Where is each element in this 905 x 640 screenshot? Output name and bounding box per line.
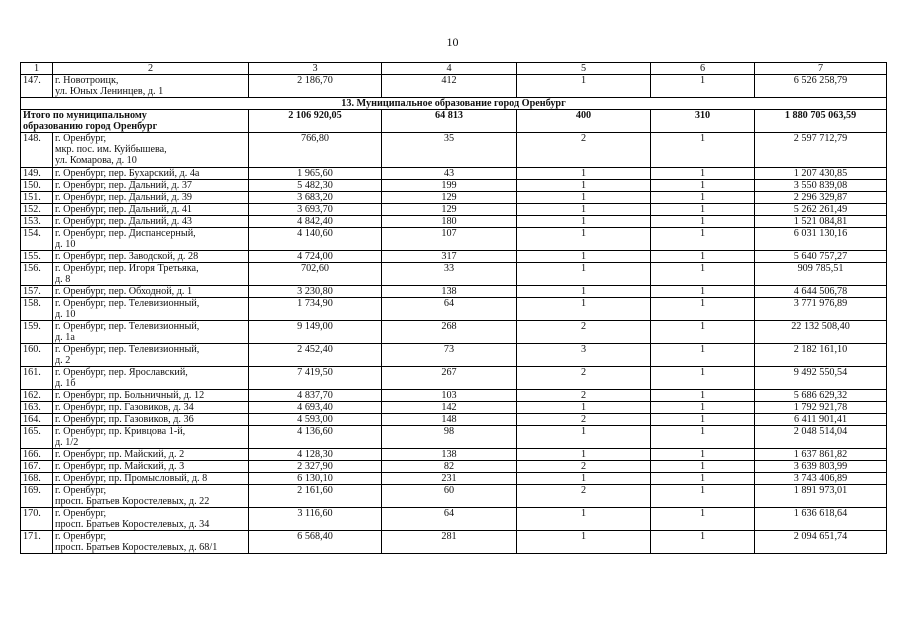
- area: 7 419,50: [249, 367, 382, 390]
- cost: 1 792 921,78: [755, 402, 887, 414]
- table-row: [21, 426, 887, 449]
- col-6: 1: [651, 414, 755, 426]
- row-number: 157.: [21, 286, 53, 298]
- address-line: г. Оренбург, пер. Телевизионный,: [55, 298, 200, 309]
- cost: 5 686 629,32: [755, 390, 887, 402]
- table-row: [21, 192, 887, 204]
- table-row: [21, 204, 887, 216]
- address: [53, 228, 249, 251]
- section-title-row: [21, 98, 887, 110]
- col-5: 1: [517, 228, 651, 251]
- col-6: 1: [651, 508, 755, 531]
- address-line: г. Оренбург, пр. Кривцова 1-й,: [55, 426, 186, 437]
- address-line: д. 1/2: [55, 437, 79, 448]
- col-6: 1: [651, 485, 755, 508]
- total-label: [21, 110, 249, 133]
- col-5: 1: [517, 263, 651, 286]
- cost: 3 639 803,99: [755, 461, 887, 473]
- col-4: 199: [382, 180, 517, 192]
- col-4: 268: [382, 321, 517, 344]
- row-number: 159.: [21, 321, 53, 344]
- col-6: 1: [651, 321, 755, 344]
- col-5: 1: [517, 168, 651, 180]
- col-5: 2: [517, 133, 651, 168]
- row-number: 147.: [21, 75, 53, 98]
- row-number: 164.: [21, 414, 53, 426]
- col-5: 3: [517, 344, 651, 367]
- area: 702,60: [249, 263, 382, 286]
- col-6: 1: [651, 228, 755, 251]
- area: 4 724,00: [249, 251, 382, 263]
- col-4: 43: [382, 168, 517, 180]
- col-4: 64: [382, 298, 517, 321]
- col-5: 2: [517, 485, 651, 508]
- col-6: 1: [651, 286, 755, 298]
- table-row: [21, 461, 887, 473]
- address: [53, 192, 249, 204]
- col-5: 1: [517, 531, 651, 554]
- address-line: г. Оренбург, пер. Дальний, д. 41: [55, 204, 193, 215]
- area: 4 140,60: [249, 228, 382, 251]
- table-row: [21, 367, 887, 390]
- col-6: 1: [651, 168, 755, 180]
- address-line: г. Оренбург, пр. Газовиков, д. 34: [55, 402, 194, 413]
- column-header-row: [21, 63, 887, 75]
- cost: 6 411 901,41: [755, 414, 887, 426]
- col-4: 148: [382, 414, 517, 426]
- address-line: г. Оренбург, пер. Дальний, д. 39: [55, 192, 193, 203]
- col-5: 1: [517, 286, 651, 298]
- col-4: 98: [382, 426, 517, 449]
- row-number: 152.: [21, 204, 53, 216]
- total-area: 2 106 920,05: [249, 110, 382, 133]
- table-row: [21, 180, 887, 192]
- table-row: [21, 508, 887, 531]
- address-line: просп. Братьев Коростелевых, д. 68/1: [55, 542, 218, 553]
- col-5: 1: [517, 449, 651, 461]
- address: [53, 216, 249, 228]
- row-number: 165.: [21, 426, 53, 449]
- col-4: 412: [382, 75, 517, 98]
- address: [53, 473, 249, 485]
- area: 3 693,70: [249, 204, 382, 216]
- address: [53, 461, 249, 473]
- col-6: 1: [651, 251, 755, 263]
- row-number: 168.: [21, 473, 53, 485]
- address-line: г. Оренбург, пр. Промысловый, д. 8: [55, 473, 208, 484]
- column-header: 7: [755, 63, 887, 75]
- col-6: 1: [651, 192, 755, 204]
- col-5: 1: [517, 180, 651, 192]
- cost: 1 636 618,64: [755, 508, 887, 531]
- address-line: мкр. пос. им. Куйбышева,: [55, 144, 167, 155]
- table-row: [21, 263, 887, 286]
- row-number: 160.: [21, 344, 53, 367]
- row-number: 163.: [21, 402, 53, 414]
- table-row: [21, 133, 887, 168]
- address-line: г. Оренбург, пер. Телевизионный,: [55, 344, 200, 355]
- cost: 5 640 757,27: [755, 251, 887, 263]
- table-row: [21, 531, 887, 554]
- total-cost: 1 880 705 063,59: [755, 110, 887, 133]
- cost: 1 207 430,85: [755, 168, 887, 180]
- register-table: [20, 62, 887, 554]
- col-5: 2: [517, 367, 651, 390]
- area: 2 327,90: [249, 461, 382, 473]
- col-6: 1: [651, 216, 755, 228]
- col-4: 82: [382, 461, 517, 473]
- section-title: 13. Муниципальное образование город Оренбург: [21, 98, 887, 110]
- col-5: 2: [517, 321, 651, 344]
- col-5: 2: [517, 390, 651, 402]
- col-5: 1: [517, 508, 651, 531]
- row-number: 158.: [21, 298, 53, 321]
- col-5: 1: [517, 216, 651, 228]
- col-5: 1: [517, 192, 651, 204]
- address: [53, 426, 249, 449]
- col-6: 1: [651, 298, 755, 321]
- address: [53, 390, 249, 402]
- address-line: г. Оренбург, пер. Дальний, д. 43: [55, 216, 193, 227]
- column-header: 4: [382, 63, 517, 75]
- area: 3 230,80: [249, 286, 382, 298]
- table-row: [21, 251, 887, 263]
- column-header: 1: [21, 63, 53, 75]
- address: [53, 75, 249, 98]
- cost: 3 743 406,89: [755, 473, 887, 485]
- col-6: 1: [651, 402, 755, 414]
- column-header: 6: [651, 63, 755, 75]
- register-body: [21, 63, 887, 554]
- col-4: 317: [382, 251, 517, 263]
- col-4: 60: [382, 485, 517, 508]
- table-row: [21, 321, 887, 344]
- row-number: 167.: [21, 461, 53, 473]
- area: 3 116,60: [249, 508, 382, 531]
- cost: 9 492 550,54: [755, 367, 887, 390]
- area: 2 186,70: [249, 75, 382, 98]
- address-line: д. 1б: [55, 378, 76, 389]
- address-line: г. Новотроицк,: [55, 75, 119, 86]
- col-5: 1: [517, 204, 651, 216]
- address: [53, 402, 249, 414]
- table-row: [21, 216, 887, 228]
- row-number: 170.: [21, 508, 53, 531]
- total-label-line: образованию город Оренбург: [23, 121, 158, 132]
- area: 6 130,10: [249, 473, 382, 485]
- table-row: [21, 75, 887, 98]
- address: [53, 286, 249, 298]
- area: 2 452,40: [249, 344, 382, 367]
- address: [53, 414, 249, 426]
- col-4: 107: [382, 228, 517, 251]
- address-line: г. Оренбург,: [55, 531, 107, 542]
- col-4: 103: [382, 390, 517, 402]
- address: [53, 485, 249, 508]
- row-number: 156.: [21, 263, 53, 286]
- area: 3 683,20: [249, 192, 382, 204]
- col-5: 1: [517, 473, 651, 485]
- cost: 5 262 261,49: [755, 204, 887, 216]
- address: [53, 180, 249, 192]
- cost: 4 644 506,78: [755, 286, 887, 298]
- area: 766,80: [249, 133, 382, 168]
- address-line: г. Оренбург, пер. Заводской, д. 28: [55, 251, 199, 262]
- column-header: 3: [249, 63, 382, 75]
- col-4: 142: [382, 402, 517, 414]
- total-col-4: 64 813: [382, 110, 517, 133]
- address-line: г. Оренбург, пер. Ярославский,: [55, 367, 188, 378]
- address-line: д. 8: [55, 274, 71, 285]
- table-row: [21, 473, 887, 485]
- col-6: 1: [651, 344, 755, 367]
- address-line: г. Оренбург, пр. Майский, д. 3: [55, 461, 185, 472]
- row-number: 150.: [21, 180, 53, 192]
- cost: 3 771 976,89: [755, 298, 887, 321]
- row-number: 149.: [21, 168, 53, 180]
- area: 5 482,30: [249, 180, 382, 192]
- row-number: 151.: [21, 192, 53, 204]
- table-row: [21, 414, 887, 426]
- total-label-line: Итого по муниципальному: [23, 110, 147, 121]
- col-6: 1: [651, 75, 755, 98]
- total-col-5: 400: [517, 110, 651, 133]
- col-6: 1: [651, 133, 755, 168]
- col-5: 1: [517, 251, 651, 263]
- row-number: 161.: [21, 367, 53, 390]
- address: [53, 251, 249, 263]
- col-6: 1: [651, 449, 755, 461]
- col-5: 2: [517, 414, 651, 426]
- address: [53, 531, 249, 554]
- row-number: 169.: [21, 485, 53, 508]
- address-line: г. Оренбург, пр. Больничный, д. 12: [55, 390, 205, 401]
- table-row: [21, 298, 887, 321]
- col-6: 1: [651, 180, 755, 192]
- col-6: 1: [651, 263, 755, 286]
- address: [53, 168, 249, 180]
- area: 6 568,40: [249, 531, 382, 554]
- address-line: просп. Братьев Коростелевых, д. 34: [55, 519, 210, 530]
- area: 4 128,30: [249, 449, 382, 461]
- address-line: г. Оренбург,: [55, 485, 107, 496]
- col-5: 1: [517, 402, 651, 414]
- col-6: 1: [651, 390, 755, 402]
- address-line: просп. Братьев Коростелевых, д. 22: [55, 496, 210, 507]
- address-line: г. Оренбург, пр. Газовиков, д. 36: [55, 414, 194, 425]
- col-5: 1: [517, 75, 651, 98]
- column-header: 2: [53, 63, 249, 75]
- address: [53, 367, 249, 390]
- address-line: г. Оренбург, пр. Майский, д. 2: [55, 449, 185, 460]
- table-row: [21, 228, 887, 251]
- cost: 1 891 973,01: [755, 485, 887, 508]
- address: [53, 263, 249, 286]
- address: [53, 298, 249, 321]
- cost: 2 182 161,10: [755, 344, 887, 367]
- address-line: г. Оренбург, пер. Обходной, д. 1: [55, 286, 193, 297]
- col-4: 129: [382, 204, 517, 216]
- address-line: г. Оренбург, пер. Телевизионный,: [55, 321, 200, 332]
- address: [53, 321, 249, 344]
- col-6: 1: [651, 367, 755, 390]
- row-number: 154.: [21, 228, 53, 251]
- col-4: 73: [382, 344, 517, 367]
- cost: 6 526 258,79: [755, 75, 887, 98]
- address-line: ул. Юных Ленинцев, д. 1: [55, 86, 164, 97]
- row-number: 171.: [21, 531, 53, 554]
- cost: 1 637 861,82: [755, 449, 887, 461]
- col-4: 180: [382, 216, 517, 228]
- col-6: 1: [651, 531, 755, 554]
- cost: 2 094 651,74: [755, 531, 887, 554]
- col-4: 33: [382, 263, 517, 286]
- col-4: 231: [382, 473, 517, 485]
- row-number: 153.: [21, 216, 53, 228]
- table-row: [21, 402, 887, 414]
- table-row: [21, 485, 887, 508]
- address-line: д. 10: [55, 309, 76, 320]
- table-row: [21, 286, 887, 298]
- col-4: 267: [382, 367, 517, 390]
- column-header: 5: [517, 63, 651, 75]
- address-line: г. Оренбург, пер. Игоря Третьяка,: [55, 263, 199, 274]
- area: 4 693,40: [249, 402, 382, 414]
- address-line: г. Оренбург, пер. Бухарский, д. 4а: [55, 168, 200, 179]
- table-row: [21, 449, 887, 461]
- col-5: 1: [517, 426, 651, 449]
- col-6: 1: [651, 426, 755, 449]
- area: 4 136,60: [249, 426, 382, 449]
- area: 1 965,60: [249, 168, 382, 180]
- row-number: 166.: [21, 449, 53, 461]
- address: [53, 344, 249, 367]
- address-line: д. 2: [55, 355, 71, 366]
- address: [53, 449, 249, 461]
- address-line: г. Оренбург, пер. Диспансерный,: [55, 228, 196, 239]
- cost: 1 521 084,81: [755, 216, 887, 228]
- area: 4 842,40: [249, 216, 382, 228]
- cost: 3 550 839,08: [755, 180, 887, 192]
- cost: 6 031 130,16: [755, 228, 887, 251]
- cost: 909 785,51: [755, 263, 887, 286]
- col-6: 1: [651, 473, 755, 485]
- area: 2 161,60: [249, 485, 382, 508]
- col-4: 64: [382, 508, 517, 531]
- address-line: ул. Комарова, д. 10: [55, 155, 137, 166]
- total-col-6: 310: [651, 110, 755, 133]
- address: [53, 204, 249, 216]
- col-6: 1: [651, 204, 755, 216]
- total-row: [21, 110, 887, 133]
- table-row: [21, 344, 887, 367]
- address-line: г. Оренбург, пер. Дальний, д. 37: [55, 180, 193, 191]
- table-row: [21, 168, 887, 180]
- row-number: 162.: [21, 390, 53, 402]
- col-5: 2: [517, 461, 651, 473]
- cost: 2 296 329,87: [755, 192, 887, 204]
- table-row: [21, 390, 887, 402]
- col-4: 129: [382, 192, 517, 204]
- address-line: г. Оренбург,: [55, 133, 107, 144]
- address-line: д. 1а: [55, 332, 75, 343]
- area: 4 593,00: [249, 414, 382, 426]
- area: 4 837,70: [249, 390, 382, 402]
- row-number: 155.: [21, 251, 53, 263]
- address: [53, 508, 249, 531]
- col-6: 1: [651, 461, 755, 473]
- cost: 2 048 514,04: [755, 426, 887, 449]
- area: 1 734,90: [249, 298, 382, 321]
- col-4: 281: [382, 531, 517, 554]
- col-5: 1: [517, 298, 651, 321]
- cost: 22 132 508,40: [755, 321, 887, 344]
- address-line: г. Оренбург,: [55, 508, 107, 519]
- address: [53, 133, 249, 168]
- area: 9 149,00: [249, 321, 382, 344]
- col-4: 35: [382, 133, 517, 168]
- row-number: 148.: [21, 133, 53, 168]
- col-4: 138: [382, 449, 517, 461]
- page-number: 10: [446, 35, 459, 49]
- cost: 2 597 712,79: [755, 133, 887, 168]
- address-line: д. 10: [55, 239, 76, 250]
- col-4: 138: [382, 286, 517, 298]
